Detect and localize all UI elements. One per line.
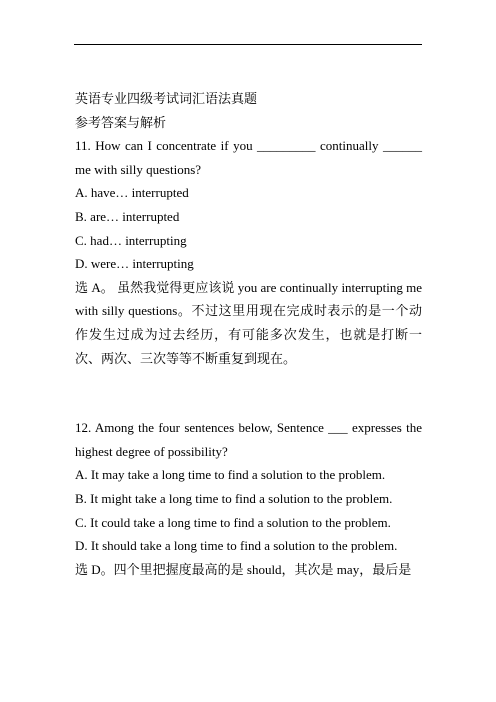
answer-explanation: 选 A。 虽然我觉得更应该说 you are continually interrupting me with silly questions。不过这里用现在完成时表示的是一个动作发生过成为过去经历，有可能多次发生，也就是打断一次、两次、三次等等不断重复到现在。 [75, 279, 422, 366]
option-c: C. It could take a long time to find a solution to the problem. [75, 514, 391, 530]
option-b: B. It might take a long time to find a solution to the problem. [75, 490, 393, 506]
option-b: B. are… interrupted [75, 208, 180, 224]
option-a: A. have… interrupted [75, 185, 189, 201]
option-d: D. It should take a long time to find a solution to the problem. [75, 538, 398, 554]
document-subtitle: 参考答案与解析 [75, 114, 167, 130]
option-c: C. had… interrupting [75, 232, 187, 248]
section-spacer [75, 370, 422, 416]
option-a: A. It may take a long time to find a solution to the problem. [75, 467, 386, 483]
document-title: 英语专业四级考试词汇语法真题 [75, 91, 258, 106]
option-d: D. were… interrupting [75, 256, 194, 272]
question-block-11 [75, 134, 422, 370]
question-stem: 12. Among the four sentences below, Sentence ___ expresses the highest degree of possibility? [75, 420, 422, 459]
question-block-12 [75, 416, 422, 581]
header-rule [74, 44, 422, 45]
question-stem: 11. How can I concentrate if you _________ continually ______ me with silly questions? [75, 138, 422, 177]
document-body [75, 87, 422, 581]
answer-explanation: 选 D。四个里把握度最高的是 should，其次是 may，最后是 [75, 561, 412, 577]
